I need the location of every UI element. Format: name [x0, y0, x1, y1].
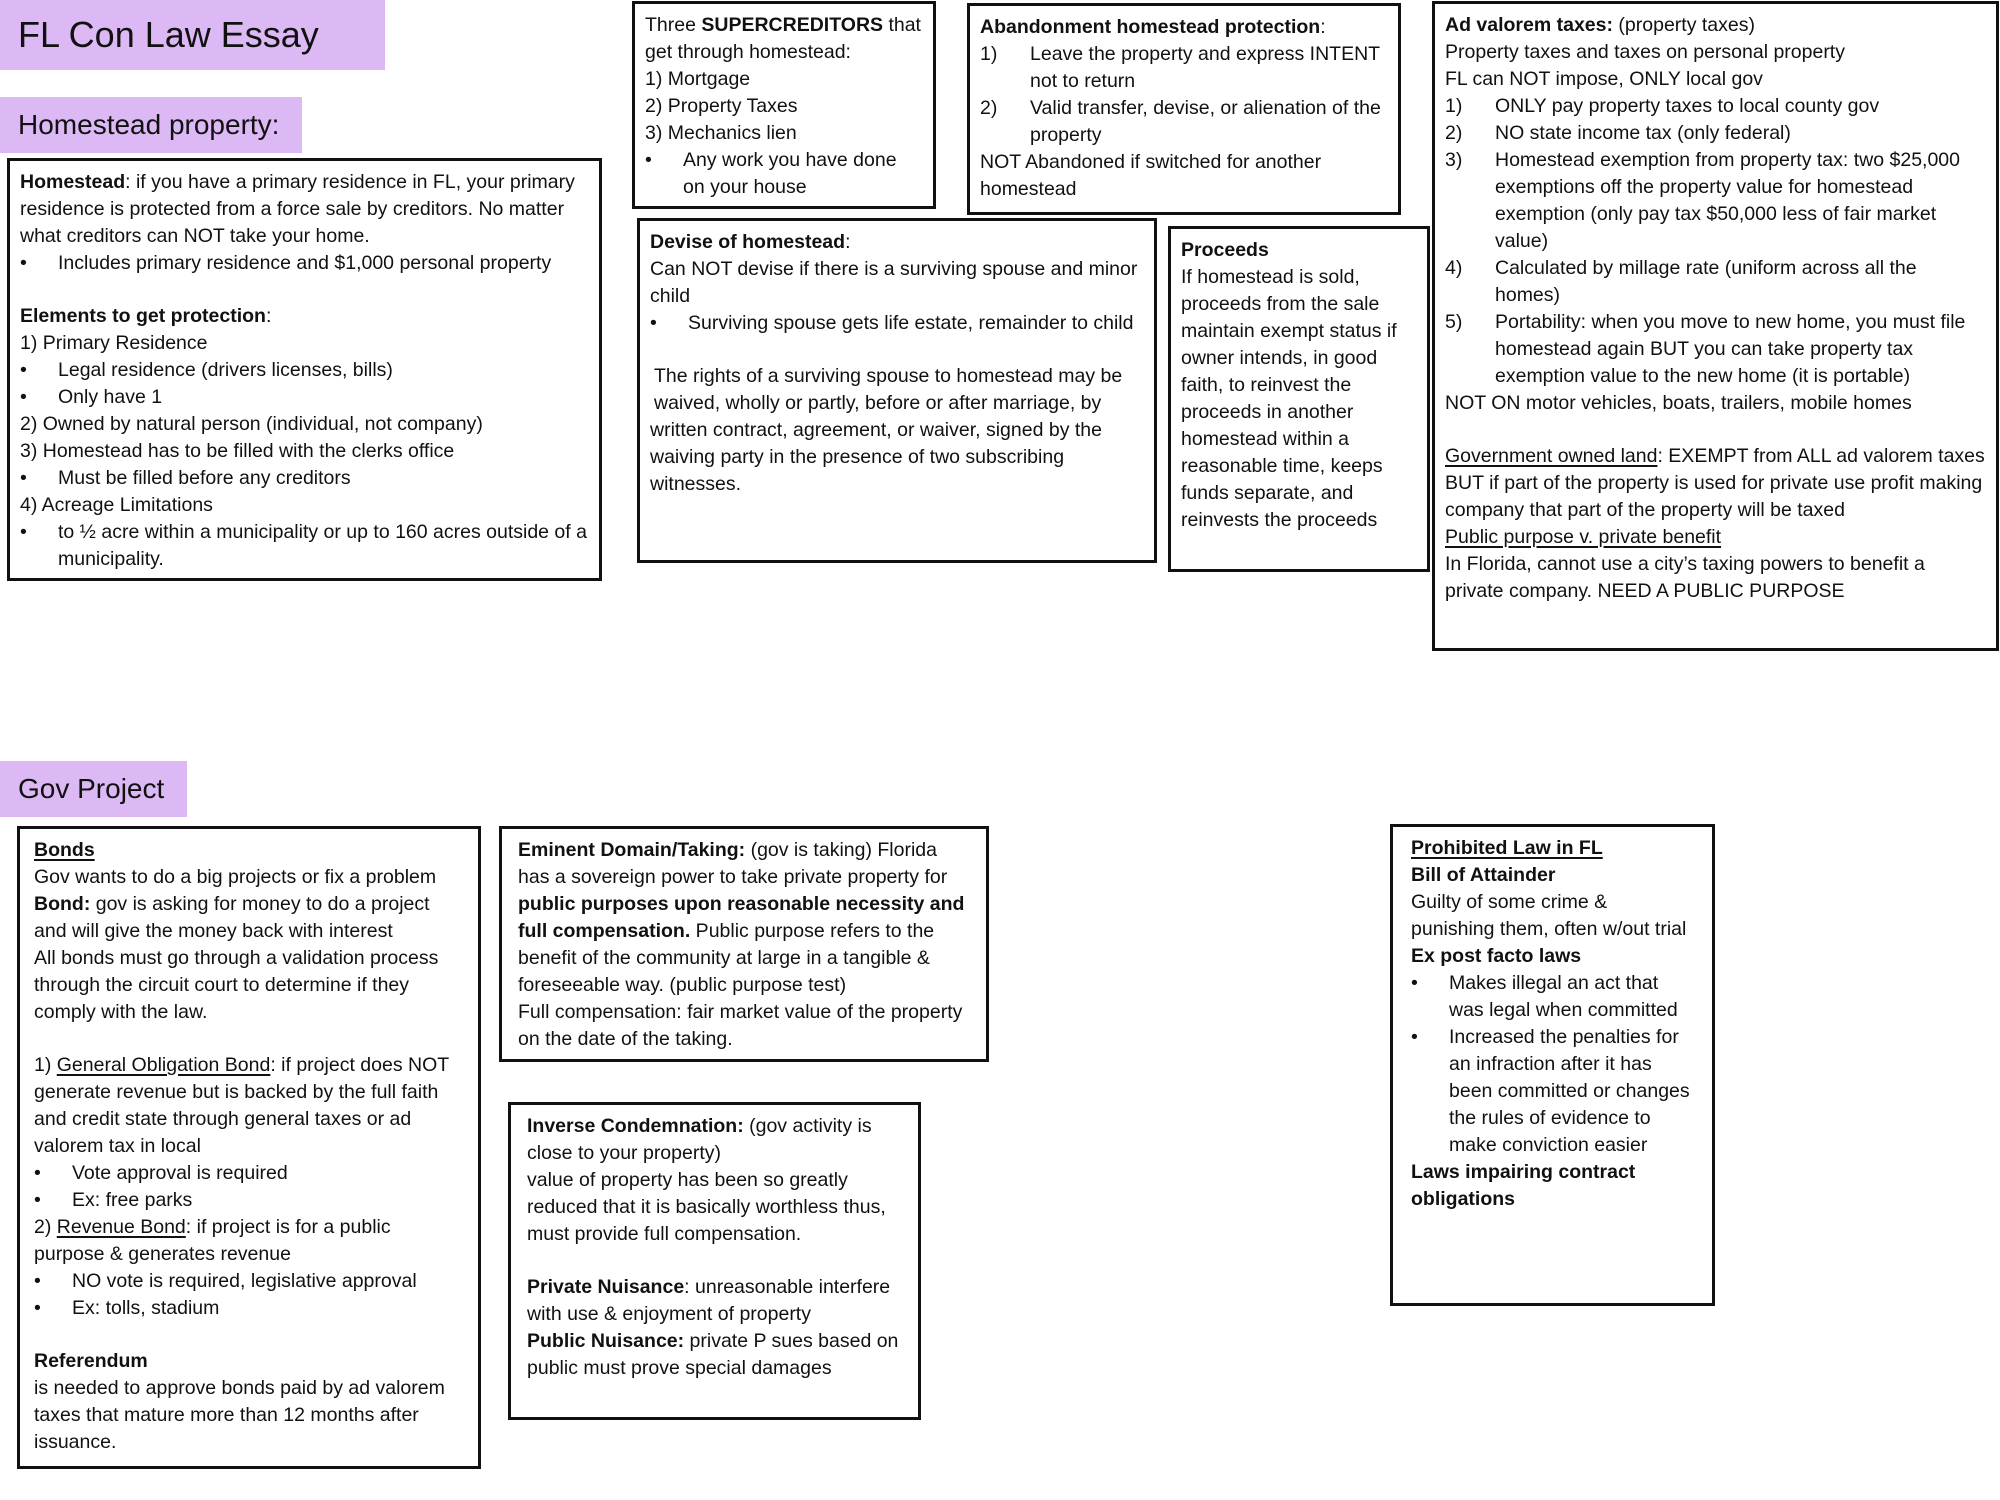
bonds-validation: All bonds must go through a validation process through the circuit court to determine if they comply with the law. — [34, 947, 439, 1023]
public-nuisance — [527, 1328, 902, 1382]
inverse-heading: Inverse Condemnation: — [527, 1115, 744, 1137]
go-bullet: • Ex: free parks — [34, 1187, 464, 1214]
gov-land — [1445, 443, 1986, 524]
bond-definition — [34, 891, 464, 945]
abandonment-colon: : — [1320, 16, 1326, 38]
abandonment-note: NOT Abandoned if switched for another homestead — [980, 151, 1322, 200]
prohibited-law-box — [1390, 824, 1715, 1306]
private-nuisance-heading: Private Nuisance — [527, 1276, 685, 1298]
private-nuisance-text: : unreasonable interfere with use & enjoyment of property — [527, 1276, 891, 1325]
devise-heading — [650, 229, 1144, 256]
abandonment-item — [980, 95, 1388, 149]
supercreditor-item: 3) Mechanics lien — [645, 122, 797, 144]
ad-valorem-not-on: NOT ON motor vehicles, boats, trailers, mobile homes — [1445, 392, 1912, 414]
devise-para: written contract, agreement, or waiver, signed by the waiving party in the presence of two subscribing witnesses. — [650, 419, 1102, 495]
ad-valorem-line: Property taxes and taxes on personal property — [1445, 41, 1845, 63]
supercreditors-pre: Three — [645, 14, 702, 36]
gov-land-heading: Government owned land — [1445, 445, 1658, 467]
abandonment-heading — [980, 14, 1388, 41]
abandonment-box — [967, 3, 1401, 215]
eminent-t2: Public purpose refers to the benefit of the community at large in a tangible & foreseeable way. (public purpose test) — [518, 920, 935, 996]
rev-text: : if project is for a public purpose & generates revenue — [34, 1216, 391, 1265]
item-number: 2) — [1445, 122, 1463, 144]
referendum-text: is needed to approve bonds paid by ad valorem taxes that mature more than 12 months after issuance. — [34, 1377, 445, 1453]
element-bullet: • Legal residence (drivers licenses, bills) — [20, 357, 589, 384]
item-text: Calculated by millage rate (uniform across all the homes) — [1495, 257, 1917, 306]
devise-line: Can NOT devise if there is a surviving spouse and minor child — [650, 258, 1138, 307]
element-bullet: • to ½ acre within a municipality or up to 160 acres outside of a municipality. — [20, 519, 589, 573]
public-purpose-text: In Florida, cannot use a city’s taxing powers to benefit a private company. NEED A PUBLIC PURPOSE — [1445, 553, 1925, 602]
ad-valorem-item — [1445, 120, 1986, 147]
proceeds-text: If homestead is sold, proceeds from the sale maintain exempt status if owner intends, in good faith, to reinvest the proceeds in another homestead within a reasonable time, keeps funds separate, and reinvests the proceeds — [1181, 266, 1397, 531]
public-nuisance-text: private P sues based on public must prove special damages — [527, 1330, 899, 1379]
general-obligation — [34, 1052, 464, 1160]
rev-num: 2) — [34, 1216, 57, 1238]
item-text: ONLY pay property taxes to local county gov — [1495, 95, 1880, 117]
element-item: 2) Owned by natural person (individual, not company) — [20, 413, 483, 435]
section-header-homestead-text: Homestead property: — [18, 109, 280, 140]
item-text: Homestead exemption from property tax: two $25,000 exemptions off the property value for homestead exemption (only pay tax $50,000 less of fair market value) — [1495, 149, 1960, 252]
elements-heading-text: Elements to get protection — [20, 305, 266, 327]
ad-valorem-heading-note: (property taxes) — [1613, 14, 1755, 36]
item-text: Leave the property and express INTENT not to return — [1030, 43, 1380, 92]
ex-post-facto-heading: Ex post facto laws — [1411, 945, 1582, 967]
element-bullet: • Only have 1 — [20, 384, 589, 411]
homestead-bullet: • Includes primary residence and $1,000 personal property — [20, 250, 589, 277]
item-text: Valid transfer, devise, or alienation of the property — [1030, 97, 1381, 146]
page-title-text: FL Con Law Essay — [18, 14, 319, 55]
inverse-t2: value of property has been so greatly reduced that it is basically worthless thus, must provide full compensation. — [527, 1169, 886, 1245]
bond-text: gov is asking for money to do a project and will give the money back with interest — [34, 893, 430, 942]
private-nuisance — [527, 1274, 902, 1328]
supercreditors-box — [632, 1, 936, 209]
item-number: 1) — [980, 43, 998, 65]
homestead-box — [7, 158, 602, 581]
bill-of-attainder-heading: Bill of Attainder — [1411, 864, 1556, 886]
homestead-term: Homestead — [20, 171, 126, 193]
devise-bullet: • Surviving spouse gets life estate, remainder to child — [650, 310, 1144, 337]
ad-valorem-item — [1445, 255, 1986, 309]
devise-heading-text: Devise of homestead — [650, 231, 846, 253]
proceeds-box — [1168, 226, 1430, 572]
gov-land-text: : EXEMPT from ALL ad valorem taxes BUT if part of the property is used for private use profit making company that part of the property will be taxed — [1445, 445, 1985, 521]
item-text: NO state income tax (only federal) — [1495, 122, 1791, 144]
bill-of-attainder-text: Guilty of some crime & punishing them, often w/out trial — [1411, 891, 1687, 940]
public-nuisance-heading: Public Nuisance: — [527, 1330, 685, 1352]
section-header-gov-text: Gov Project — [18, 773, 165, 804]
eminent-t1: (gov is taking) Florida has a sovereign power to take private property for — [518, 839, 948, 888]
element-bullet: • Must be filled before any creditors — [20, 465, 589, 492]
item-text: Portability: when you move to new home, you must file homestead again BUT you can take property tax exemption value to the new home (it is portable) — [1495, 311, 1966, 387]
go-num: 1) — [34, 1054, 57, 1076]
inverse-t1: (gov activity is close to your property) — [527, 1115, 872, 1164]
bond-label: Bond: — [34, 893, 91, 915]
devise-colon: : — [845, 231, 851, 253]
abandonment-item — [980, 41, 1388, 95]
eminent-domain-box — [499, 826, 989, 1062]
ad-valorem-box — [1432, 1, 1999, 651]
element-item: 4) Acreage Limitations — [20, 494, 213, 516]
supercreditor-item: 1) Mortgage — [645, 68, 751, 90]
elements-colon: : — [265, 305, 272, 327]
eminent-domain-text — [518, 837, 970, 999]
ad-valorem-heading — [1445, 12, 1986, 39]
ex-post-facto-bullet: • Increased the penalties for an infraction after it has been committed or changes the rules of evidence to make conviction easier — [1411, 1024, 1694, 1159]
item-number: 1) — [1445, 95, 1463, 117]
ad-valorem-item — [1445, 93, 1986, 120]
go-text: : if project does NOT generate revenue but is backed by the full faith and credit state through general taxes or ad valorem tax in local — [34, 1054, 449, 1157]
go-heading: General Obligation Bond — [56, 1054, 271, 1076]
supercreditor-bullet: • Any work you have done on your house — [645, 147, 923, 201]
ad-valorem-item — [1445, 309, 1986, 390]
ex-post-facto-bullet: • Makes illegal an act that was legal when committed — [1411, 970, 1694, 1024]
abandonment-heading-text: Abandonment homestead protection — [980, 16, 1321, 38]
inverse-condemnation-box — [508, 1102, 921, 1420]
contract-obligations: Laws impairing contract obligations — [1411, 1161, 1636, 1210]
item-number: 5) — [1445, 311, 1463, 333]
proceeds-heading: Proceeds — [1181, 239, 1269, 261]
devise-para: The rights of a surviving spouse to homestead may be waived, wholly or partly, before or after marriage, by — [654, 365, 1123, 414]
bonds-line: Gov wants to do a big projects or fix a problem — [34, 866, 437, 888]
homestead-def: : if you have a primary residence in FL, your primary residence is protected from a force sale by creditors. No matter what creditors can NOT take your home. — [20, 171, 575, 247]
supercreditors-bold: SUPERCREDITORS — [701, 14, 884, 36]
ad-valorem-line: FL can NOT impose, ONLY local gov — [1445, 68, 1763, 90]
section-header-homestead — [0, 97, 302, 153]
supercreditors-intro — [645, 12, 923, 66]
item-number: 4) — [1445, 257, 1463, 279]
go-bullet: • Vote approval is required — [34, 1160, 464, 1187]
supercreditor-item: 2) Property Taxes — [645, 95, 798, 117]
inverse-intro — [527, 1113, 902, 1167]
page-title — [0, 0, 385, 70]
prohibited-heading: Prohibited Law in FL — [1411, 837, 1603, 859]
public-purpose-heading: Public purpose v. private benefit — [1445, 526, 1722, 548]
section-header-gov — [0, 761, 187, 817]
item-number: 2) — [980, 97, 998, 119]
rev-bullet: • NO vote is required, legislative approval — [34, 1268, 464, 1295]
elements-heading — [20, 303, 589, 330]
homestead-definition — [20, 169, 589, 250]
eminent-t3: Full compensation: fair market value of the property on the date of the taking. — [518, 1001, 963, 1050]
eminent-heading: Eminent Domain/Taking: — [518, 839, 746, 861]
ad-valorem-item — [1445, 147, 1986, 255]
ad-valorem-heading-text: Ad valorem taxes: — [1445, 14, 1613, 36]
eminent-bold: public purposes upon reasonable necessity and full compensation. — [518, 893, 965, 942]
rev-heading: Revenue Bond — [56, 1216, 186, 1238]
referendum-heading: Referendum — [34, 1350, 148, 1372]
element-item: 1) Primary Residence — [20, 332, 208, 354]
bonds-box — [17, 826, 481, 1469]
item-number: 3) — [1445, 149, 1463, 171]
rev-bullet: • Ex: tolls, stadium — [34, 1295, 464, 1322]
supercreditors-post: that get through homestead: — [645, 14, 921, 63]
revenue-bond — [34, 1214, 464, 1268]
devise-box — [637, 218, 1157, 563]
element-item: 3) Homestead has to be filled with the clerks office — [20, 440, 455, 462]
bonds-heading: Bonds — [34, 839, 95, 861]
